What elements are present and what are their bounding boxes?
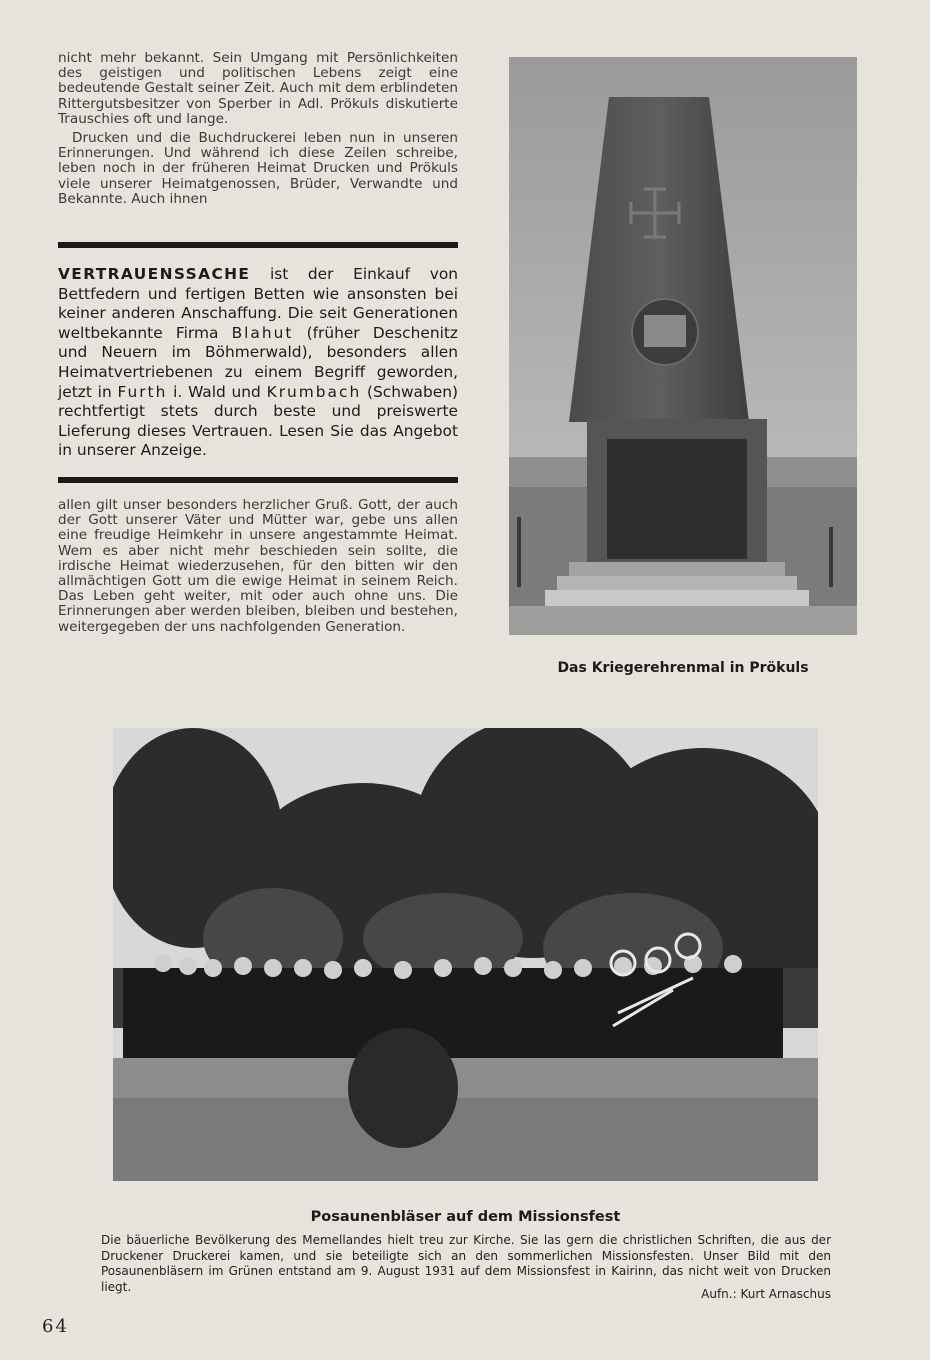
brass-band-photo — [113, 728, 818, 1181]
advertisement: VERTRAUENSSACHE ist der Einkauf von Bettfedern und fertigen Betten wie ansonsten bei keiner anderen Anschaffung. Die seit Generationen weltbekannte Firma Blahut (früher Deschenitz und Neuern im Böhmerwald), besonders allen Heimatvertriebenen zu einem Begriff geworden, jetzt in Furth i. Wald und Krumbach (Schwaben) rechtfertigt stets durch beste und preiswerte Lieferung dieses Vertrauen. Lesen Sie das Angebot in unserer Anzeige. — [58, 265, 458, 460]
ad-bottom-rule — [58, 477, 458, 483]
ad-keyword: VERTRAUENSSACHE — [58, 265, 251, 283]
photo-credit: Aufn.: Kurt Arnaschus — [660, 1287, 831, 1303]
article-text-top — [58, 51, 458, 207]
page-number: 64 — [42, 1316, 69, 1337]
brass-band-title: Posaunenbläser auf dem Missionsfest — [310, 1209, 621, 1225]
ad-company-name: Blahut — [231, 323, 294, 342]
article-paragraph: nicht mehr bekannt. Sein Umgang mit Persönlichkeiten des geistigen und politischen Lebens zeigt eine bedeutende Gestalt seiner Zeit. Auch mit dem erblindeten Rittergutsbesitzer von Sperber in Adl. Prökuls diskutierte Trauschies oft und lange. — [58, 50, 458, 127]
brass-band-caption: Die bäuerliche Bevölkerung des Memellandes hielt treu zur Kirche. Sie las gern die christlichen Schriften, die aus der Druckener Druckerei kamen, und sie beteiligte sich an den sommerlichen Missionsfesten. Unser Bild mit den Posaunenbläsern im Grünen entstand am 9. August 1931 auf dem Missionsfest in Kairinn, das nicht weit von Drucken liegt. — [101, 1233, 831, 1294]
memorial-photo — [509, 57, 857, 635]
memorial-caption: Das Kriegerehrenmal in Prökuls — [557, 660, 809, 676]
brass-band-image — [113, 728, 818, 1181]
article-paragraph: allen gilt unser besonders herzlicher Gruß. Gott, der auch der Gott unserer Väter und Mütter war, gebe uns allen eine freudige Heimkehr in unsere angestammte Heimat. Wem es aber nicht mehr beschieden sein sollte, die irdische Heimat wiederzusehen, für den bitten wir den allmächtigen Gott um die ewige Heimat in seinem Reich. Das Leben geht weiter, mit oder auch ohne uns. Die Erinnerungen aber werden bleiben, bleiben und bestehen, weitergegeben der uns nachfolgenden Generation. — [58, 497, 458, 635]
memorial-image — [509, 57, 857, 635]
article-text-bottom — [58, 498, 458, 635]
ad-top-rule — [58, 242, 458, 248]
article-paragraph: Drucken und die Buchdruckerei leben nun in unseren Erinnerungen. Und während ich diese Zeilen schreibe, leben noch in der früheren Heimat Drucken und Prökuls viele unserer Heimatgenossen, Brüder, Verwandte und Bekannte. Auch ihnen — [58, 130, 458, 207]
